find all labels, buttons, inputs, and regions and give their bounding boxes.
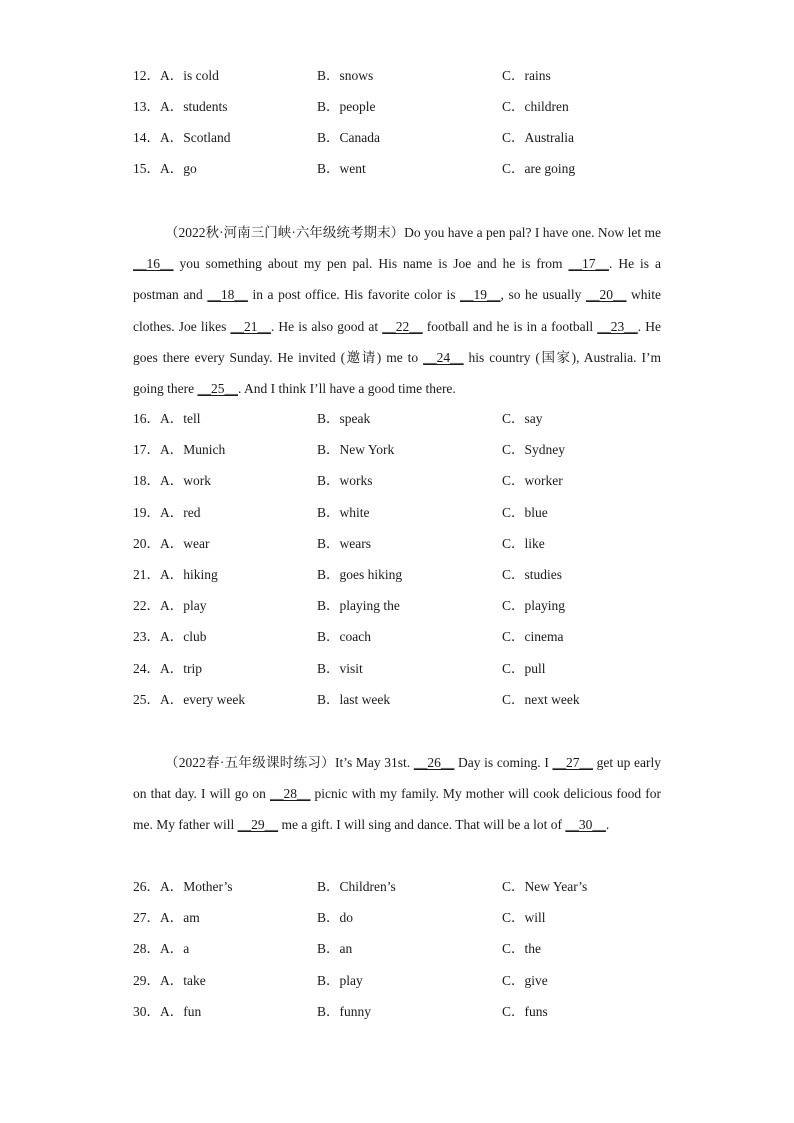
passage-text: you something about my pen pal. His name is Joe and he is from bbox=[173, 256, 569, 272]
option-c: C．New Year’s bbox=[502, 879, 588, 894]
option-c: C．give bbox=[502, 973, 548, 988]
answer-blank: __22__ bbox=[382, 318, 423, 334]
option-a: A．wear bbox=[160, 536, 210, 551]
option-c: C．pull bbox=[502, 661, 546, 676]
question-row bbox=[133, 97, 693, 117]
option-a: A．take bbox=[160, 973, 206, 988]
question-row bbox=[133, 440, 693, 460]
question-row bbox=[133, 877, 693, 897]
passage-text: get up early on that day. I will go on bbox=[133, 755, 661, 802]
option-a: A．trip bbox=[160, 661, 202, 676]
option-b: B．coach bbox=[317, 629, 371, 644]
question-number: 24． bbox=[133, 661, 160, 676]
question-number: 29． bbox=[133, 973, 160, 988]
option-a: A．Scotland bbox=[160, 130, 231, 145]
option-b: B．white bbox=[317, 505, 370, 520]
question-row bbox=[133, 939, 693, 959]
option-a: A．hiking bbox=[160, 567, 218, 582]
question-row bbox=[133, 971, 693, 991]
answer-blank: __26__ bbox=[413, 755, 455, 770]
passage-text: white clothes. Joe likes bbox=[133, 287, 661, 334]
option-a: A．a bbox=[160, 941, 190, 956]
question-row bbox=[133, 659, 693, 679]
passage-text: in a post office. His favorite color is bbox=[247, 287, 461, 303]
option-b: B．speak bbox=[317, 411, 371, 426]
option-b: B．funny bbox=[317, 1004, 371, 1019]
question-number: 18． bbox=[133, 473, 160, 488]
question-row bbox=[133, 534, 693, 554]
option-b: B．do bbox=[317, 910, 354, 925]
question-row bbox=[133, 409, 693, 429]
passage-text: , so he usually bbox=[500, 287, 586, 303]
question-number: 28． bbox=[133, 941, 160, 956]
option-b: B．play bbox=[317, 973, 363, 988]
question-row bbox=[133, 159, 693, 179]
answer-blank: __23__ bbox=[597, 318, 638, 334]
passage-text: his country (国家), Australia. I’m going there bbox=[133, 349, 661, 397]
question-row bbox=[133, 908, 693, 928]
option-c: C．playing bbox=[502, 598, 565, 613]
option-c: C．the bbox=[502, 941, 541, 956]
passage-source: （2022秋·河南三门峡·六年级统考期末） bbox=[165, 225, 405, 240]
question-number: 15． bbox=[133, 161, 160, 176]
option-c: C．like bbox=[502, 536, 545, 551]
passage-text: . He goes there every Sunday. He invited (邀请) me to bbox=[133, 318, 662, 365]
question-number: 20． bbox=[133, 536, 160, 551]
answer-blank: __16__ bbox=[133, 256, 174, 272]
passage-body bbox=[133, 225, 661, 396]
option-c: C．children bbox=[502, 99, 569, 114]
option-b: B．goes hiking bbox=[317, 567, 403, 582]
answer-blank: __27__ bbox=[552, 755, 594, 770]
option-a: A．am bbox=[160, 910, 200, 925]
question-number: 30． bbox=[133, 1004, 160, 1019]
option-c: C．say bbox=[502, 411, 543, 426]
answer-blank: __18__ bbox=[207, 287, 248, 303]
question-row bbox=[133, 627, 693, 647]
passage-text: . bbox=[605, 817, 610, 833]
option-c: C．studies bbox=[502, 567, 563, 582]
option-b: B．Canada bbox=[317, 130, 380, 145]
option-b: B．playing the bbox=[317, 598, 400, 613]
option-a: A．work bbox=[160, 473, 211, 488]
option-b: B．last week bbox=[317, 692, 391, 707]
question-number: 17． bbox=[133, 442, 160, 457]
answer-blank: __25__ bbox=[197, 381, 238, 397]
question-number: 21． bbox=[133, 567, 160, 582]
option-a: A．red bbox=[160, 505, 201, 520]
question-row bbox=[133, 596, 693, 616]
option-b: B．visit bbox=[317, 661, 363, 676]
passage-text: . He is a postman and bbox=[133, 256, 661, 303]
question-row bbox=[133, 690, 693, 710]
answer-blank: __17__ bbox=[568, 256, 609, 272]
option-b: B．New York bbox=[317, 442, 395, 457]
cloze-passage-2 bbox=[133, 217, 661, 404]
answer-blank: __19__ bbox=[460, 287, 501, 303]
option-a: A．club bbox=[160, 629, 207, 644]
option-b: B．Children’s bbox=[317, 879, 396, 894]
question-number: 12． bbox=[133, 68, 160, 83]
passage-text: . And I think I’ll have a good time there. bbox=[237, 381, 456, 397]
question-number: 16． bbox=[133, 411, 160, 426]
option-c: C．next week bbox=[502, 692, 580, 707]
option-b: B．snows bbox=[317, 68, 374, 83]
option-b: B．an bbox=[317, 941, 353, 956]
question-row bbox=[133, 503, 693, 523]
option-a: A．is cold bbox=[160, 68, 219, 83]
option-c: C．funs bbox=[502, 1004, 548, 1019]
option-b: B．works bbox=[317, 473, 373, 488]
option-c: C．blue bbox=[502, 505, 548, 520]
question-number: 26． bbox=[133, 879, 160, 894]
option-c: C．worker bbox=[502, 473, 563, 488]
question-number: 22． bbox=[133, 598, 160, 613]
question-number: 19． bbox=[133, 505, 160, 520]
passage-source: （2022春·五年级课时练习） bbox=[165, 755, 335, 770]
question-number: 27． bbox=[133, 910, 160, 925]
question-number: 23． bbox=[133, 629, 160, 644]
passage-text: me a gift. I will sing and dance. That will be a lot of bbox=[278, 817, 566, 833]
option-a: A．go bbox=[160, 161, 197, 176]
question-number: 14． bbox=[133, 130, 160, 145]
option-c: C．cinema bbox=[502, 629, 564, 644]
passage-text: football and he is in a football bbox=[422, 318, 598, 334]
option-c: C．Australia bbox=[502, 130, 574, 145]
passage-text: Do you have a pen pal? I have one. Now let me bbox=[404, 225, 661, 240]
answer-blank: __24__ bbox=[423, 349, 464, 365]
passage-text: Day is coming. I bbox=[454, 755, 553, 770]
option-c: C．Sydney bbox=[502, 442, 566, 457]
question-row bbox=[133, 66, 693, 86]
option-b: B．people bbox=[317, 99, 376, 114]
option-a: A．every week bbox=[160, 692, 246, 707]
option-c: C．are going bbox=[502, 161, 576, 176]
question-row bbox=[133, 471, 693, 491]
option-a: A．play bbox=[160, 598, 207, 613]
answer-blank: __28__ bbox=[269, 786, 311, 802]
option-c: C．will bbox=[502, 910, 546, 925]
option-a: A．students bbox=[160, 99, 228, 114]
passage-text: It’s May 31st. bbox=[334, 755, 414, 770]
option-a: A．tell bbox=[160, 411, 201, 426]
passage-text: picnic with my family. My mother will cook delicious food for me. My father will bbox=[133, 786, 662, 833]
answer-blank: __21__ bbox=[230, 318, 271, 334]
question-number: 13． bbox=[133, 99, 160, 114]
option-a: A．Mother’s bbox=[160, 879, 233, 894]
question-row bbox=[133, 128, 693, 148]
option-a: A．Munich bbox=[160, 442, 226, 457]
question-row bbox=[133, 565, 693, 585]
passage-text: . He is also good at bbox=[270, 318, 383, 334]
question-row bbox=[133, 1002, 693, 1022]
answer-blank: __30__ bbox=[565, 817, 606, 833]
option-c: C．rains bbox=[502, 68, 551, 83]
option-b: B．went bbox=[317, 161, 366, 176]
question-number: 25． bbox=[133, 692, 160, 707]
answer-blank: __20__ bbox=[585, 287, 627, 303]
option-a: A．fun bbox=[160, 1004, 202, 1019]
cloze-passage-3 bbox=[133, 747, 661, 841]
option-b: B．wears bbox=[317, 536, 371, 551]
answer-blank: __29__ bbox=[237, 817, 279, 833]
